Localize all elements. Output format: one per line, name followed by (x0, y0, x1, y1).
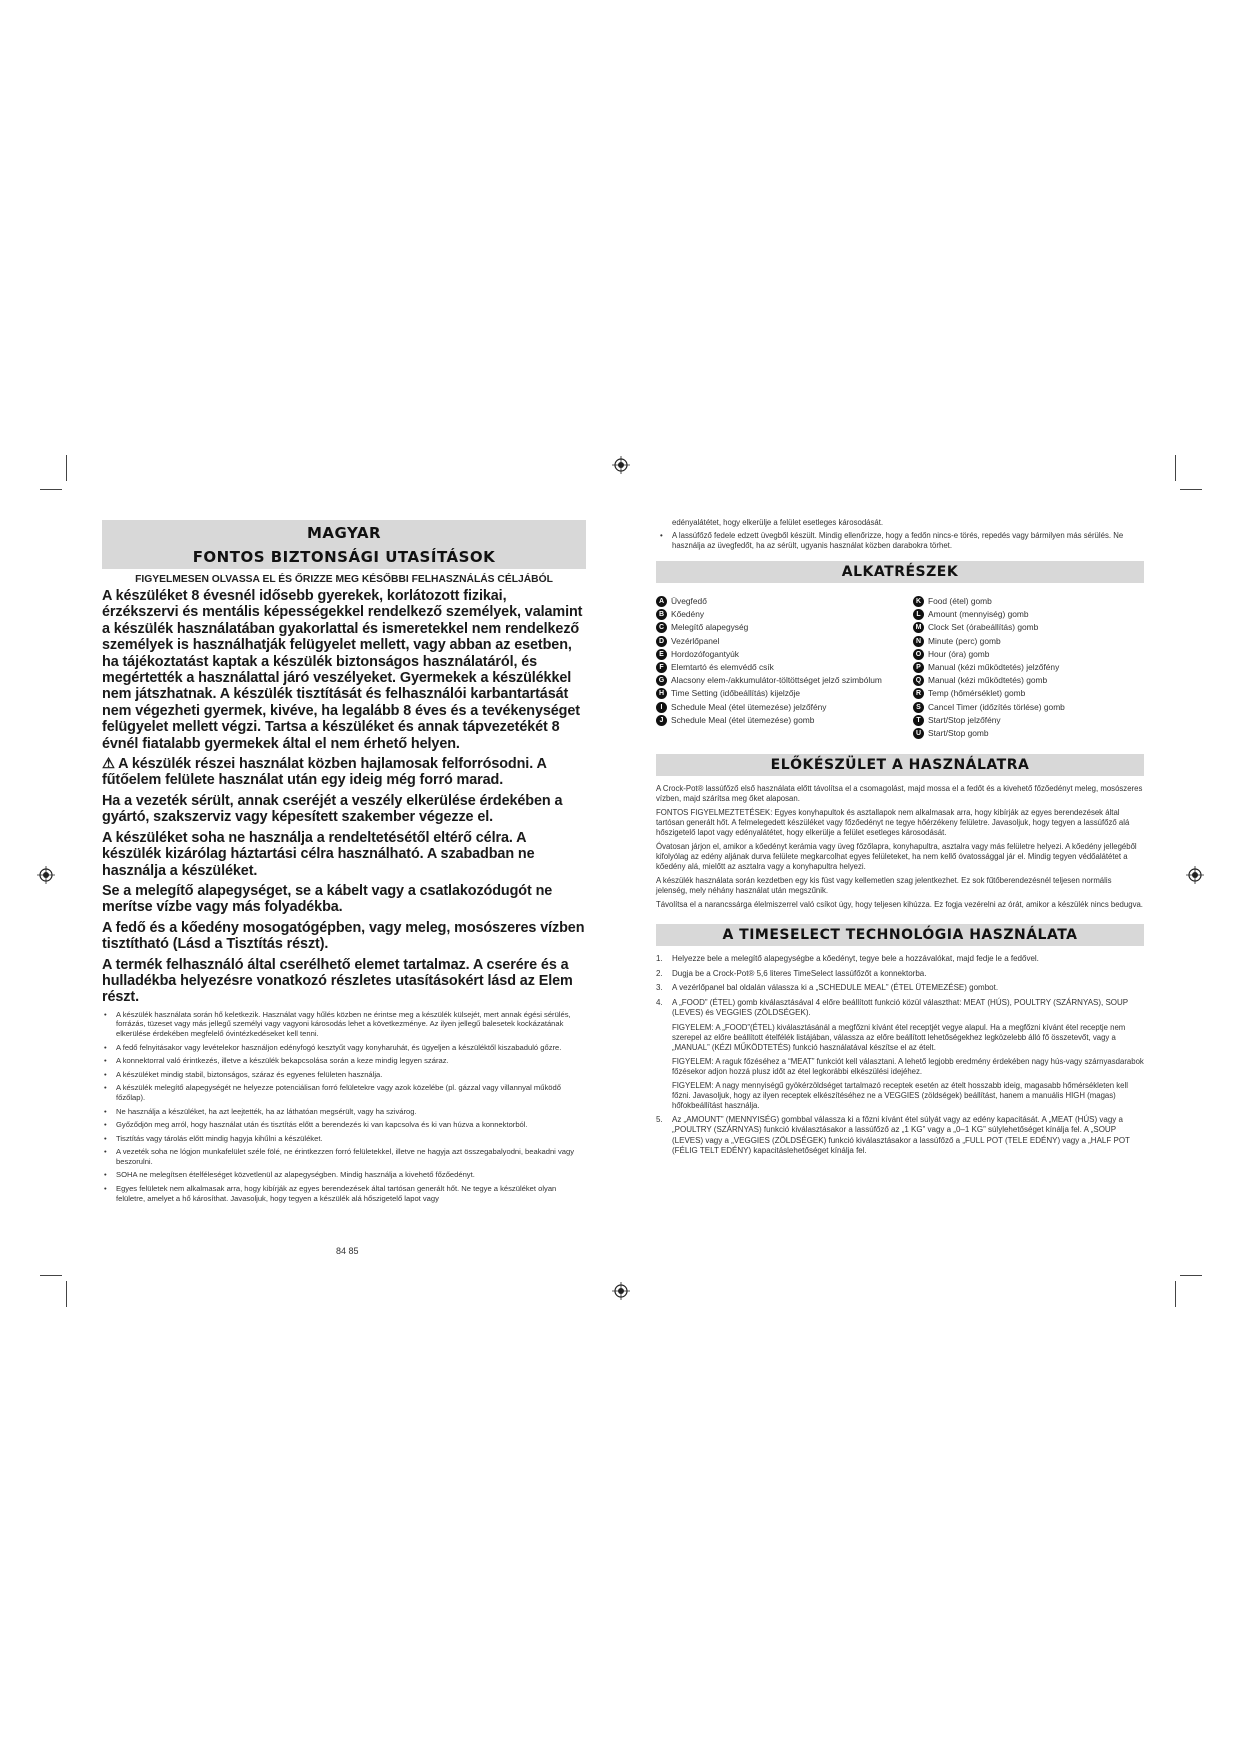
registration-mark-icon (612, 1282, 630, 1300)
crop-mark (1180, 1275, 1202, 1276)
crop-mark (40, 489, 62, 490)
part-letter-badge: D (656, 636, 667, 647)
part-letter-badge: C (656, 622, 667, 633)
part-label: Time Setting (időbeállítás) kijelzője (671, 688, 801, 699)
safety-paragraph: A termék felhasználó által cserélhető elemet tartalmaz. A cserére és a hulladékba helyezésre vonatkozó részletes utasításokért lásd az Elem részt. (102, 956, 573, 1006)
part-item (913, 595, 1144, 608)
preparation-text (656, 784, 1144, 910)
part-item (913, 727, 1144, 740)
safety-title: FONTOS BIZTONSÁGI UTASÍTÁSOK (192, 548, 496, 566)
section-header-preparation: ELŐKÉSZÜLET A HASZNÁLATRA (656, 754, 1144, 776)
part-label: Amount (mennyiség) gomb (928, 609, 1029, 620)
prep-paragraph: A készülék használata során kezdetben egy kis füst vagy kellemetlen szag jelentkezhet. Ez sok fűtőberendezésnél teljesen normális jelenség, mely néhány használat után megszűnik. (656, 876, 1112, 896)
part-label: Temp (hőmérséklet) gomb (928, 688, 1026, 699)
step-item: 2. Dugja be a Crock-Pot® 5,6 literes TimeSelect lassúfőzőt a konnektorba. (656, 968, 927, 978)
part-label: Vezérlőpanel (671, 635, 720, 646)
part-label: Hour (óra) gomb (928, 648, 990, 659)
read-carefully-notice: FIGYELMESEN OLVASSA EL ÉS ŐRIZZE MEG KÉSŐBBI FELHASZNÁLÁS CÉLJÁBÓL (135, 574, 553, 585)
safety-paragraph: A készüléket 8 évesnél idősebb gyerekek, korlátozott fizikai, érzékszervi és mentális képességekkel rendelkező személyek, valamint a készülék használatában gyakorlattal és ismeretekkel nem rendelkező személyek is használhatják felügyelet mellett, vagy abban az esetben, ha tájékoztatást kaptak a készülék biztonságos használatáról, és megértették a használattal járó veszélyeket. Gyermekek a készülékkel nem játszhatnak. A készülék tisztítását és felhasználói karbantartását nem végezheti gyermek, kivéve, ha legalább 8 éves és a tevékenységet felügyelet mellett végzi. Tartsa a készüléket és annak tápvezetékét 8 évnél fiatalabb gyermekek által el nem érhető helyen. (102, 588, 583, 752)
warning-note: FIGYELEM: A raguk főzéséhez a “MEAT” funkciót kell választani. A lehető legjobb eredmény érdekében nagy hús-vagy szárnyasdarabok főzésekor adjon hozzá plusz időt az étel legkorábbi elkészülési idejéhez. (672, 1056, 1144, 1076)
part-item (913, 621, 1144, 634)
parts-column-left (656, 595, 887, 740)
registration-mark-icon (612, 456, 630, 474)
part-label: Start/Stop gomb (928, 728, 989, 739)
prep-paragraph: Távolítsa el a narancssárga élelmiszerrel való csíkot úgy, hogy teljesen kihúzza. Ez fogja vezérelni az órát, amikor a készülék nincs bedugva. (656, 900, 1143, 910)
part-item (656, 621, 887, 634)
part-letter-badge: I (656, 702, 667, 713)
list-item: • A készüléket mindig stabil, biztonságos, száraz és egyenes felületen használja. (104, 1069, 383, 1079)
part-item (656, 635, 887, 648)
part-label: Elemtartó és elemvédő csík (671, 662, 774, 673)
part-label: Alacsony elem-/akkumulátor-töltöttséget jelző szimbólum (671, 675, 882, 686)
safety-paragraph: A fedő és a kőedény mosogatógépben, vagy meleg, mosószeres vízben tisztítható (Lásd a Tisztítás részt). (102, 919, 585, 953)
safety-bullet-list (102, 1010, 586, 1204)
right-page (656, 518, 1144, 1161)
part-label: Manual (kézi működtetés) jelzőfény (928, 662, 1060, 673)
part-letter-badge: U (913, 728, 924, 739)
part-item (656, 714, 887, 727)
part-letter-badge: E (656, 649, 667, 660)
part-item (913, 608, 1144, 621)
language-title: MAGYAR (306, 524, 382, 542)
prep-paragraph: FONTOS FIGYELMEZTETÉSEK: Egyes konyhapultok és asztallapok nem alkalmasak arra, hogy kibírják az egyes berendezések által tartósan generált hőt. A felmelegedett készüléket vagy főzőedényt ne tegye hőérzékeny felületre. Javasoljuk, hogy tegyen a lassúfőző alá hőszigetelő lapot vagy edényalátétet, hogy elkerülje a felület esetleges károsodását. (656, 808, 1130, 838)
list-item: • Egyes felületek nem alkalmasak arra, hogy kibírják az egyes berendezések által tartósan generált hőt. Ne tegye a készüléket olyan felületre, amelyet a hő károsíthat. Javasoljuk, hogy tegyen a készülék alá hőszigetelő lapot vagy (104, 1184, 557, 1203)
step-item: 3. A vezérlőpanel bal oldalán válassza ki a „SCHEDULE MEAL” (ÉTEL ÜTEMEZÉSE) gombot. (656, 983, 999, 993)
list-item: • Ne használja a készüléket, ha azt leejtették, ha az láthatóan megsérült, vagy ha szivárog. (104, 1106, 417, 1116)
part-item (913, 635, 1144, 648)
part-label: Melegítő alapegység (671, 622, 749, 633)
safety-paragraph: A készüléket soha ne használja a rendeltetésétől eltérő célra. A készülék kizárólag háztartási célra használható. A szabadban ne használja a készüléket. (102, 829, 535, 879)
part-letter-badge: M (913, 622, 924, 633)
safety-paragraph: Se a melegítő alapegységet, se a kábelt vagy a csatlakozódugót ne merítse vízbe vagy más folyadékba. (102, 882, 553, 916)
list-item: • A készülék melegítő alapegységét ne helyezze potenciálisan forró felületekre vagy azok közelébe (pl. gázzal vagy villannyal működő főzőlap). (104, 1083, 561, 1102)
part-item (913, 674, 1144, 687)
part-letter-badge: S (913, 702, 924, 713)
section-header-magyar (102, 520, 586, 569)
part-label: Clock Set (órabeállítás) gomb (928, 622, 1039, 633)
part-letter-badge: Q (913, 675, 924, 686)
part-label: Food (étel) gomb (928, 596, 992, 606)
registration-mark-icon (1186, 866, 1204, 884)
part-item (656, 687, 887, 700)
part-letter-badge: O (913, 649, 924, 660)
registration-mark-icon (37, 866, 55, 884)
parts-column-right (887, 595, 1144, 740)
part-item (656, 661, 887, 674)
continued-text: edényalátétet, hogy elkerülje a felület esetleges károsodását. (672, 518, 884, 527)
step-item: 5. Az „AMOUNT” (MENNYISÉG) gombbal válassza ki a főzni kívánt étel súlyát vagy az edény kapacitását. A „MEAT (HÚS) vagy a „POULTRY (SZÁRNYAS) funkció kiválasztásakor a lassúfőző az „1 KG” vagy a „0–1 KG” súlylehetőséget kínálja fel. A „SOUP (LEVES) vagy a „VEGGIES (ZÖLDSÉGEK) funkció kiválasztásakor a lassúfőző a „FULL POT (TELE EDÉNY) vagy a „HALF POT (FÉLIG TELT EDÉNY) kapacitáslehetőséget kínálja fel. (656, 1114, 1130, 1156)
part-letter-badge: L (913, 609, 924, 620)
list-item: • SOHA ne melegítsen ételféleséget közvetlenül az alapegységben. Mindig használja a kivehető főzőedényt. (104, 1170, 475, 1180)
crop-mark (66, 455, 67, 481)
part-label: Cancel Timer (időzítés törlése) gomb (928, 701, 1065, 712)
list-item: • A lassúfőző fedele edzett üvegből készült. Mindig ellenőrizze, hogy a fedőn nincs-e törés, repedés vagy bármilyen más sérülés. Ne használja az üvegfedőt, ha az sérült, ugyanis használat közben darabokra törhet. (660, 531, 1124, 550)
crop-mark (1175, 1281, 1176, 1307)
safety-paragraph: Ha a vezeték sérült, annak cseréjét a veszély elkerülése érdekében a gyártó, szakszerviz vagy képesített szakember végezze el. (102, 792, 563, 826)
part-letter-badge: J (656, 715, 667, 726)
step-item: 1. Helyezze bele a melegítő alapegységbe a kőedényt, tegye bele a hozzávalókat, majd fedje le a fedővel. (656, 954, 1039, 964)
list-item: • A készülék használata során hő keletkezik. Használat vagy hűlés közben ne érintse meg a készülék külsejét, mert annak égési sérülés, forrázás, tüzeset vagy más jellegű személyi vagy vagyoni károsodás lehet a következménye. Az ilyen jellegű balesetek kockázatának elkerülése érdekében megfelelő óvintézkedéseket kell tenni. (104, 1009, 571, 1038)
part-item (656, 608, 887, 621)
part-letter-badge: N (913, 636, 924, 647)
part-letter-badge: F (656, 662, 667, 673)
part-item (913, 714, 1144, 727)
parts-list (656, 595, 1144, 740)
crop-mark (66, 1281, 67, 1307)
part-item (656, 648, 887, 661)
part-letter-badge: P (913, 662, 924, 673)
part-item (656, 674, 887, 687)
part-item (913, 701, 1144, 714)
list-item: • A fedő felnyitásakor vagy levételekor használjon edényfogó kesztyűt vagy konyharuhát, és ügyeljen a készüléktől kiszabaduló gőzre. (104, 1042, 562, 1052)
crop-mark (1175, 455, 1176, 481)
part-letter-badge: T (913, 715, 924, 726)
prep-paragraph: A Crock-Pot® lassúfőző első használata előtt távolítsa el a csomagolást, majd mossa el a fedőt és a kivehető főzőedényt meleg, mosószeres vízben, majd szárítsa meg őket alaposan. (656, 784, 1143, 804)
part-letter-badge: G (656, 675, 667, 686)
part-letter-badge: H (656, 688, 667, 699)
timeselect-steps (656, 954, 1144, 1019)
part-letter-badge: K (913, 596, 924, 607)
part-label: Schedule Meal (étel ütemezése) gomb (671, 714, 815, 725)
step-item: 4. A „FOOD” (ÉTEL) gomb kiválasztásával 4 előre beállított funkció közül választhat: MEAT (HÚS), POULTRY (SZÁRNYAS), SOUP (LEVES) és VEGGIES (ZÖLDSÉGEK). (656, 997, 1128, 1018)
part-item (656, 595, 887, 608)
timeselect-steps-continued (656, 1115, 1144, 1157)
part-label: Start/Stop jelzőfény (928, 714, 1001, 725)
crop-mark (40, 1275, 62, 1276)
section-header-parts: ALKATRÉSZEK (656, 561, 1144, 583)
part-item (913, 661, 1144, 674)
crop-mark (1180, 489, 1202, 490)
list-item: • Tisztítás vagy tárolás előtt mindig hagyja kihűlni a készüléket. (104, 1133, 323, 1143)
warning-note: FIGYELEM: A nagy mennyiségű gyökérzöldséget tartalmazó receptek esetén az ételt hosszabb ideig, magasabb hőmérsékleten kell főzni. Javasoljuk, hogy az ilyen receptek elkészítéséhez ne a VEGGIES (zöldségek) beállítást, hanem a manuális HIGH (magas) hőfokbeállítást használja. (672, 1080, 1128, 1110)
page-numbers: 84 85 (336, 1246, 359, 1256)
part-item (913, 648, 1144, 661)
left-page (102, 520, 586, 1207)
part-label: Üvegfedő (671, 596, 707, 606)
section-header-timeselect: A TIMESELECT TECHNOLÓGIA HASZNÁLATA (656, 924, 1144, 946)
warning-note: FIGYELEM: A „FOOD”(ÉTEL) kiválasztásánál a megfőzni kívánt étel receptjét vegye alapul. Ha a megfőzni kívánt étel receptje nem szerepel az előre beállított ételfélék listájában, válassza az előre beállított lehetőségekhez legközelebb álló fő összetevőt, vagy a „MANUAL” (KÉZI MŰKÖDTETÉS) funkció használatával készítse el az ételt. (672, 1022, 1126, 1052)
part-label: Minute (perc) gomb (928, 635, 1001, 646)
part-item (913, 687, 1144, 700)
prep-paragraph: Óvatosan járjon el, amikor a kőedényt kerámia vagy üveg főzőlapra, konyhapultra, asztalra vagy más felületre helyezi. A kőedény jellegéből kifolyólag az edény aljának durva felülete megkarcolhat egyes felületeket, ha nem kellő óvatossággal jár el. Mindig tegyen védőalátétet a kőedény alá, mielőtt az asztalra vagy a konyhapultra helyezi. (656, 842, 1137, 872)
part-letter-badge: A (656, 596, 667, 607)
part-letter-badge: B (656, 609, 667, 620)
list-item: • A konnektorral való érintkezés, illetve a készülék bekapcsolása során a keze mindig legyen száraz. (104, 1056, 449, 1066)
part-label: Manual (kézi működtetés) gomb (928, 675, 1048, 686)
safety-paragraph: ⚠ A készülék részei használat közben hajlamosak felforrósodni. A fűtőelem felülete használat után egy ideig még forró marad. (102, 756, 547, 789)
part-letter-badge: R (913, 688, 924, 699)
part-label: Kőedény (671, 609, 705, 620)
list-item: • A vezeték soha ne lógjon munkafelület széle fölé, ne érintkezzen forró felületekkel, illetve ne hagyja azt összegabalyodni, beakadni vagy beszorulni. (104, 1147, 575, 1166)
part-label: Hordozófogantyúk (671, 648, 739, 659)
part-label: Schedule Meal (étel ütemezése) jelzőfény (671, 701, 827, 712)
part-item (656, 701, 887, 714)
list-item: • Győződjön meg arról, hogy használat után és tisztítás előtt a berendezés ki van kapcsolva és ki van húzva a konnektorból. (104, 1120, 528, 1130)
